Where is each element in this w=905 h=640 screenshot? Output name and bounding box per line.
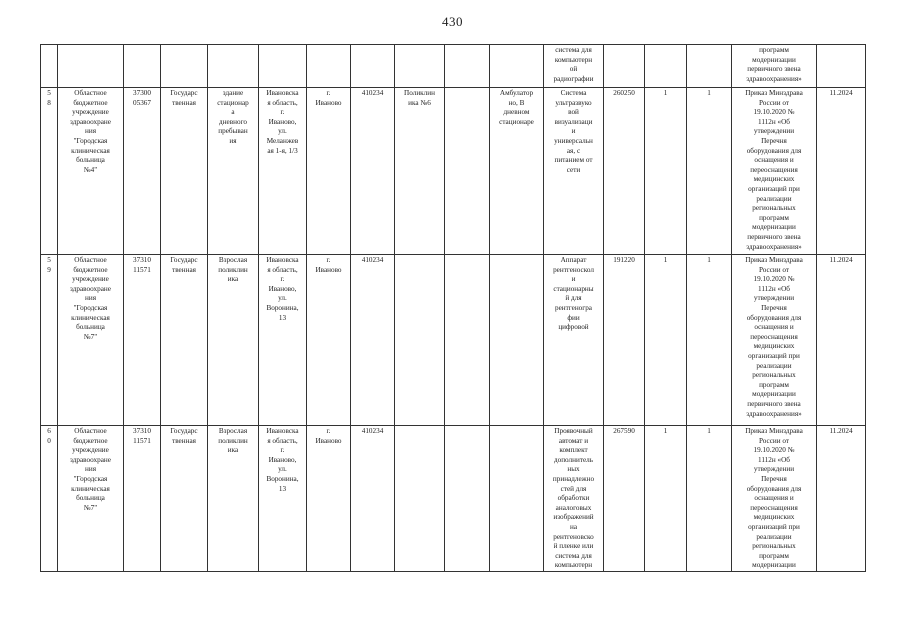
subunit-cell xyxy=(395,255,445,426)
quantity-cell: 1 xyxy=(645,255,687,426)
empty-cell xyxy=(445,88,490,255)
organization-cell: Областное бюджетное учреждение здравоохране ния "Городская клиническая больница №7" xyxy=(58,255,124,426)
department-cell: Амбулатор но, В дневном стационаре xyxy=(490,88,544,255)
unit-cell: Взрослая поликлин ика xyxy=(208,426,259,572)
row-number: 6 0 xyxy=(41,426,58,572)
equipment-cell: Проявочный автомат и комплект дополнитель ных принадлежно стей для обработки аналоговых изображений на рентгеновско й пленке или система для компьютерн xyxy=(544,426,604,572)
equipment-cell: Система ультразвуко вой визуализаци и универсальн ая, с питанием от сети xyxy=(544,88,604,255)
row-number: 5 9 xyxy=(41,255,58,426)
basis-cell: Приказ Минздрава России от 19.10.2020 № 1112н «Об утверждении Перечня оборудования для оснащения и переоснащения медицинских организаций при реализации региональных программ модернизации xyxy=(732,426,817,572)
city-cell: г. Иваново xyxy=(307,255,351,426)
zip-cell: 410234 xyxy=(351,255,395,426)
address-cell: Ивановска я область, г. Иваново, ул. Воронина, 13 xyxy=(259,255,307,426)
quantity-cell: 1 xyxy=(687,426,732,572)
equipment-cell: Аппарат рентгеноскол и стационарны й для рентгеногра фии цифровой xyxy=(544,255,604,426)
organization-cell: Областное бюджетное учреждение здравоохране ния "Городская клиническая больница №7" xyxy=(58,426,124,572)
quantity-cell: 1 xyxy=(687,88,732,255)
row-number: 5 8 xyxy=(41,88,58,255)
quantity-cell: 1 xyxy=(687,255,732,426)
subunit-cell: Поликлин ика №6 xyxy=(395,88,445,255)
zip-cell: 410234 xyxy=(351,426,395,572)
city-cell: г. Иваново xyxy=(307,88,351,255)
date-cell: 11.2024 xyxy=(817,255,866,426)
table-row xyxy=(41,255,866,426)
address-cell: Ивановска я область, г. Иваново, ул. Воронина, 13 xyxy=(259,426,307,572)
ogrn-cell: 37310 11571 xyxy=(124,255,161,426)
basis-cell: Приказ Минздрава России от 19.10.2020 № 1112н «Об утверждении Перечня оборудования для оснащения и переоснащения медицинских организаций при реализации региональных программ модернизации первичного звена здравоохранения» xyxy=(732,255,817,426)
equipment-code-cell: 267590 xyxy=(604,426,645,572)
empty-cell xyxy=(445,426,490,572)
department-cell xyxy=(490,255,544,426)
ownership-cell: Государс твенная xyxy=(161,255,208,426)
address-cell: Ивановска я область, г. Иваново, ул. Меланжев ая 1-я, 1/3 xyxy=(259,88,307,255)
ogrn-cell: 37310 11571 xyxy=(124,426,161,572)
organization-cell: Областное бюджетное учреждение здравоохране ния "Городская клиническая больница №4" xyxy=(58,88,124,255)
equipment-code-cell: 260250 xyxy=(604,88,645,255)
department-cell xyxy=(490,426,544,572)
equipment-code-cell: 191220 xyxy=(604,255,645,426)
ownership-cell: Государс твенная xyxy=(161,426,208,572)
unit-cell: здание стационар а дневного пребыван ия xyxy=(208,88,259,255)
basis-cell: Приказ Минздрава России от 19.10.2020 № 1112н «Об утверждении Перечня оборудования для оснащения и переоснащения медицинских организаций при реализации региональных программ модернизации первичного звена здравоохранения» xyxy=(732,88,817,255)
equipment-cell: система для компьютерн ой радиографии xyxy=(544,45,604,88)
equipment-registry-table xyxy=(40,44,866,572)
city-cell: г. Иваново xyxy=(307,426,351,572)
quantity-cell: 1 xyxy=(645,88,687,255)
quantity-cell: 1 xyxy=(645,426,687,572)
ogrn-cell: 37300 05367 xyxy=(124,88,161,255)
page-number: 430 xyxy=(442,14,463,29)
table-row xyxy=(41,88,866,255)
zip-cell: 410234 xyxy=(351,88,395,255)
date-cell: 11.2024 xyxy=(817,426,866,572)
ownership-cell: Государс твенная xyxy=(161,88,208,255)
empty-cell xyxy=(445,255,490,426)
unit-cell: Взрослая поликлин ика xyxy=(208,255,259,426)
date-cell: 11.2024 xyxy=(817,88,866,255)
table-row-continued xyxy=(41,45,866,88)
subunit-cell xyxy=(395,426,445,572)
basis-cell: программ модернизации первичного звена здравоохранения» xyxy=(732,45,817,88)
table-row xyxy=(41,426,866,572)
